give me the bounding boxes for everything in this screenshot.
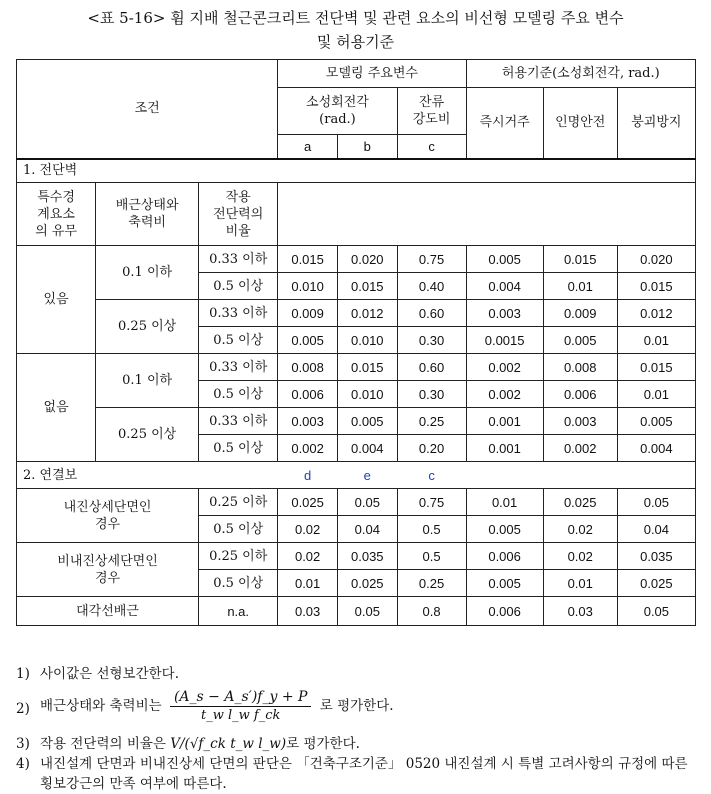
shear-wall-subheader xyxy=(17,183,696,246)
header-condition: 조건 xyxy=(17,60,278,159)
header-row-1 xyxy=(17,60,696,88)
text: 강도비 xyxy=(412,112,451,127)
shear-ratio: 0.5 이상 xyxy=(199,273,278,300)
footnote-3 xyxy=(16,734,696,754)
table-row xyxy=(17,543,696,570)
text: 잔류 xyxy=(419,95,445,110)
shear-ratio: 0.33 이하 xyxy=(199,354,278,381)
table-title xyxy=(0,6,711,54)
table-cell: 0.01 xyxy=(543,570,617,597)
empty-cell xyxy=(617,183,695,246)
table-cell: 0.006 xyxy=(278,381,338,408)
header-acceptance: 허용기준(소성회전각, rad.) xyxy=(466,60,695,88)
table-row xyxy=(17,354,696,381)
axial-ratio-formula xyxy=(170,688,311,725)
table-cell: 0.006 xyxy=(543,381,617,408)
table-cell: 0.015 xyxy=(278,246,338,273)
table-cell: 0.25 xyxy=(397,408,466,435)
group-label: 없음 xyxy=(17,354,96,462)
shear-ratio: 0.25 이하 xyxy=(199,543,278,570)
table-cell: 0.010 xyxy=(337,381,397,408)
table-cell: 0.006 xyxy=(466,597,543,626)
table-cell: 0.20 xyxy=(397,435,466,462)
table-cell: 0.05 xyxy=(617,597,695,626)
table-cell: 0.010 xyxy=(278,273,338,300)
table-cell: 0.01 xyxy=(543,273,617,300)
table-cell: 0.015 xyxy=(617,273,695,300)
header-modeling-params: 모델링 주요변수 xyxy=(278,60,466,88)
text: 로 평가한다. xyxy=(319,698,394,714)
table-row xyxy=(17,597,696,626)
shear-ratio: 0.33 이하 xyxy=(199,300,278,327)
table-cell: 0.05 xyxy=(337,489,397,516)
footnotes xyxy=(16,664,696,794)
table-cell: 0.012 xyxy=(337,300,397,327)
table-cell: 0.01 xyxy=(278,570,338,597)
header-b: b xyxy=(337,135,397,159)
header-collapse-prevention: 붕괴방지 xyxy=(617,88,695,159)
header-residual-strength xyxy=(397,88,466,135)
table-cell: 0.005 xyxy=(466,516,543,543)
text: 3) xyxy=(16,736,30,752)
text: 4) xyxy=(16,756,30,772)
col-reinforcement-axial xyxy=(96,183,199,246)
text: 전단력의 xyxy=(213,206,264,222)
table-cell: 0.02 xyxy=(543,543,617,570)
table-cell: 0.005 xyxy=(278,327,338,354)
col-boundary-element xyxy=(17,183,96,246)
table-cell: 0.008 xyxy=(543,354,617,381)
param-d: d xyxy=(278,462,338,489)
empty-cell xyxy=(278,159,617,183)
table-row xyxy=(17,246,696,273)
table-cell: 0.003 xyxy=(543,408,617,435)
table-cell: 0.02 xyxy=(278,516,338,543)
text: 비율 xyxy=(225,223,251,239)
table-cell: 0.020 xyxy=(617,246,695,273)
text: 특수경 xyxy=(37,189,75,205)
table-cell: 0.010 xyxy=(337,327,397,354)
table-cell: 0.025 xyxy=(543,489,617,516)
axial-ratio: 0.25 이상 xyxy=(96,408,199,462)
text: t_w l_w f_ck xyxy=(201,708,281,723)
text: 축력비 xyxy=(128,215,166,230)
table-cell: 0.04 xyxy=(337,516,397,543)
table-cell: 0.005 xyxy=(617,408,695,435)
text: 2) xyxy=(16,701,30,717)
table-cell: 0.30 xyxy=(397,381,466,408)
text: 경우 xyxy=(94,570,121,586)
footnote-1 xyxy=(16,664,696,684)
table-cell: 0.05 xyxy=(617,489,695,516)
shear-ratio-formula: V/(√f_ck t_w l_w) xyxy=(170,736,287,752)
table-cell: 0.004 xyxy=(337,435,397,462)
table-cell: 0.02 xyxy=(543,516,617,543)
table-cell: 0.02 xyxy=(278,543,338,570)
text: 1) xyxy=(16,666,30,682)
table-cell: 0.015 xyxy=(617,354,695,381)
table-cell: 0.5 xyxy=(397,543,466,570)
table-row xyxy=(17,489,696,516)
col-shear-ratio xyxy=(199,183,278,246)
footnote-4 xyxy=(16,754,696,794)
text: 배근상태와 축력비는 xyxy=(40,698,162,714)
header-c: c xyxy=(397,135,466,159)
group-label xyxy=(17,489,199,543)
shear-ratio: 0.5 이상 xyxy=(199,381,278,408)
table-cell: 0.035 xyxy=(337,543,397,570)
table-cell: 0.002 xyxy=(466,354,543,381)
table-cell: 0.015 xyxy=(543,246,617,273)
table-cell: 0.003 xyxy=(278,408,338,435)
table-cell: 0.005 xyxy=(543,327,617,354)
section-shear-wall xyxy=(17,159,696,183)
table-cell: 0.025 xyxy=(337,570,397,597)
table-cell: 0.60 xyxy=(397,300,466,327)
table-cell: 0.40 xyxy=(397,273,466,300)
table-cell: 0.004 xyxy=(466,273,543,300)
text: 로 평가한다. xyxy=(286,736,360,752)
empty-cell xyxy=(617,462,695,489)
text: 배근상태와 xyxy=(115,198,179,213)
text: 소성회전각 xyxy=(306,95,369,110)
shear-ratio: 0.25 이하 xyxy=(199,489,278,516)
table-cell: 0.006 xyxy=(466,543,543,570)
text: 경우 xyxy=(94,516,121,532)
table-cell: 0.8 xyxy=(397,597,466,626)
footnote-2 xyxy=(16,688,696,728)
text: 사이값은 선형보간한다. xyxy=(40,666,179,682)
empty-cell xyxy=(466,462,617,489)
axial-ratio: 0.1 이하 xyxy=(96,354,199,408)
table-cell: 0.60 xyxy=(397,354,466,381)
table-row xyxy=(17,408,696,435)
header-a: a xyxy=(278,135,338,159)
table-cell: 0.009 xyxy=(543,300,617,327)
table-cell: 0.0015 xyxy=(466,327,543,354)
text: 비내진상세단면인 xyxy=(57,553,158,569)
table-cell: 0.015 xyxy=(337,273,397,300)
section-coupling-beam xyxy=(17,462,696,489)
text: 의 유무 xyxy=(35,223,77,239)
header-life-safety: 인명안전 xyxy=(543,88,617,159)
axial-ratio: 0.25 이상 xyxy=(96,300,199,354)
table-cell: 0.03 xyxy=(278,597,338,626)
table-cell: 0.003 xyxy=(466,300,543,327)
table-cell: 0.035 xyxy=(617,543,695,570)
table-cell: 0.002 xyxy=(466,381,543,408)
text: (A_s − A_s′)f_y + P xyxy=(170,688,311,707)
table-cell: 0.008 xyxy=(278,354,338,381)
shear-ratio: 0.5 이상 xyxy=(199,435,278,462)
table-cell: 0.75 xyxy=(397,489,466,516)
table-cell: 0.5 xyxy=(397,516,466,543)
table-cell: 0.05 xyxy=(337,597,397,626)
table-cell: 0.009 xyxy=(278,300,338,327)
table-cell: 0.75 xyxy=(397,246,466,273)
empty-cell xyxy=(617,159,695,183)
shear-ratio: 0.33 이하 xyxy=(199,408,278,435)
table-cell: 0.002 xyxy=(543,435,617,462)
table-cell: 0.03 xyxy=(543,597,617,626)
text: (rad.) xyxy=(319,112,356,127)
text: 작용 전단력의 비율은 xyxy=(40,736,166,752)
table-cell: 0.01 xyxy=(466,489,543,516)
table-cell: 0.001 xyxy=(466,435,543,462)
shear-ratio: 0.5 이상 xyxy=(199,570,278,597)
text: 내진설계 단면과 비내진상세 단면의 판단은 「건축구조기준」 0520 내진설계 시 특별 고려사항의 규정에 따른 횡보강근의 만족 여부에 따른다. xyxy=(40,756,688,792)
table-cell: 0.04 xyxy=(617,516,695,543)
table-cell: 0.005 xyxy=(466,570,543,597)
header-immediate-occupancy: 즉시거주 xyxy=(466,88,543,159)
section-label: 1. 전단벽 xyxy=(17,159,278,183)
table-cell: 0.001 xyxy=(466,408,543,435)
table-cell: 0.002 xyxy=(278,435,338,462)
group-label: 대각선배근 xyxy=(17,597,199,626)
shear-ratio: 0.5 이상 xyxy=(199,327,278,354)
text: 내진상세단면인 xyxy=(63,499,152,515)
modeling-table xyxy=(16,59,696,626)
group-label xyxy=(17,543,199,597)
section-label: 2. 연결보 xyxy=(17,462,278,489)
table-cell: 0.30 xyxy=(397,327,466,354)
table-cell: 0.01 xyxy=(617,381,695,408)
table-cell: 0.01 xyxy=(617,327,695,354)
table-cell: 0.005 xyxy=(337,408,397,435)
param-c: c xyxy=(397,462,466,489)
table-cell: 0.012 xyxy=(617,300,695,327)
table-row xyxy=(17,300,696,327)
table-cell: 0.015 xyxy=(337,354,397,381)
table-cell: 0.004 xyxy=(617,435,695,462)
table-cell: 0.25 xyxy=(397,570,466,597)
table-cell: 0.025 xyxy=(617,570,695,597)
group-label: 있음 xyxy=(17,246,96,354)
shear-ratio: 0.5 이상 xyxy=(199,516,278,543)
table-cell: 0.020 xyxy=(337,246,397,273)
table-title-line1: <표 5-16> 휨 지배 철근콘크리트 전단벽 및 관련 요소의 비선형 모델링 주요 변수 xyxy=(87,9,624,27)
param-e: e xyxy=(337,462,397,489)
text: 계요소 xyxy=(37,206,75,222)
shear-ratio: n.a. xyxy=(199,597,278,626)
axial-ratio: 0.1 이하 xyxy=(96,246,199,300)
header-plastic-rotation xyxy=(278,88,397,135)
empty-cell xyxy=(278,183,617,246)
table-title-line2: 및 허용기준 xyxy=(316,33,395,51)
table-cell: 0.005 xyxy=(466,246,543,273)
table-cell: 0.025 xyxy=(278,489,338,516)
shear-ratio: 0.33 이하 xyxy=(199,246,278,273)
text: 작용 xyxy=(225,189,251,205)
